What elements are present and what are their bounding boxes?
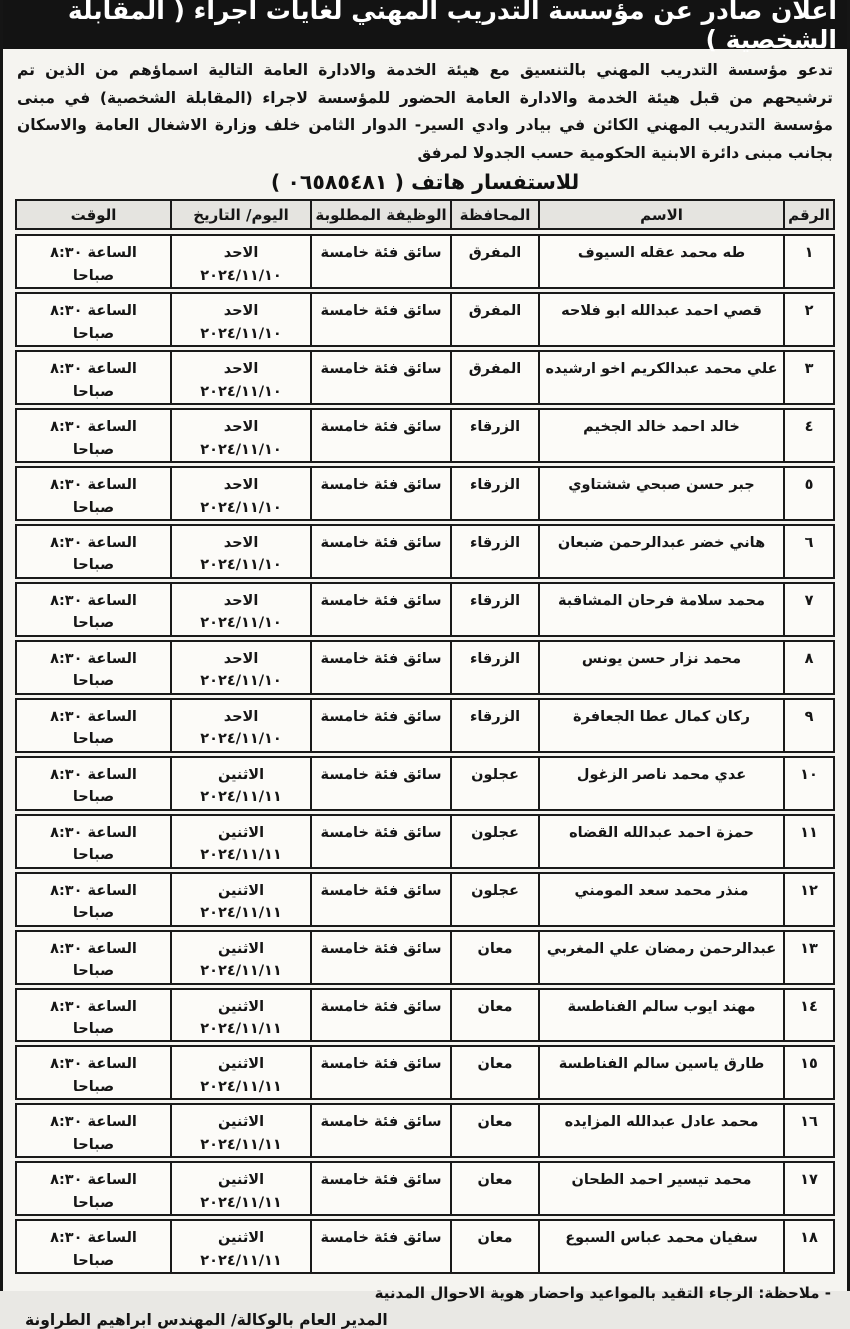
time-value: الساعة ٨:٣٠ [50,998,137,1015]
day-label: الاحد [223,477,259,494]
time-period: صباحا [72,1020,115,1037]
row-number-cell: ٥ [783,468,833,519]
date-cell [170,1105,310,1156]
date-cell [170,468,310,519]
row-number-cell: ١ [783,236,833,287]
day-label: الاثنين [217,824,265,841]
date-cell [170,526,310,577]
time-period: صباحا [72,267,115,284]
governorate-cell: الزرقاء [450,410,538,461]
table-row [15,292,835,347]
time-value: الساعة ٨:٣٠ [50,245,137,262]
position-cell: سائق فئة خامسة [310,526,450,577]
time-cell [17,1221,170,1272]
day-label: الاحد [223,303,259,320]
table-row [15,466,835,521]
day-label: الاثنين [217,766,265,783]
interview-schedule-table [15,199,835,1277]
date-value: ٢٠٢٤/١١/١١ [200,1136,282,1153]
table-header-row [15,199,835,230]
date-value: ٢٠٢٤/١١/١١ [200,1252,282,1269]
time-cell [17,1105,170,1156]
name-cell: محمد عادل عبدالله المزايده [538,1105,783,1156]
time-value: الساعة ٨:٣٠ [50,1230,137,1247]
name-cell: علي محمد عبدالكريم اخو ارشيده [538,352,783,403]
time-period: صباحا [72,1252,115,1269]
table-row [15,582,835,637]
row-number-cell: ٧ [783,584,833,635]
day-label: الاثنين [217,1230,265,1247]
position-cell: سائق فئة خامسة [310,990,450,1041]
date-value: ٢٠٢٤/١١/١٠ [200,441,282,458]
governorate-cell: الزرقاء [450,468,538,519]
row-number-cell: ١٧ [783,1163,833,1214]
time-value: الساعة ٨:٣٠ [50,940,137,957]
time-value: الساعة ٨:٣٠ [50,824,137,841]
table-row [15,350,835,405]
date-cell [170,352,310,403]
table-row [15,1045,835,1100]
date-value: ٢٠٢٤/١١/١٠ [200,325,282,342]
governorate-cell: معان [450,1221,538,1272]
day-label: الاثنين [217,998,265,1015]
time-cell [17,352,170,403]
row-number-cell: ١٨ [783,1221,833,1272]
position-cell: سائق فئة خامسة [310,874,450,925]
time-cell [17,642,170,693]
position-cell: سائق فئة خامسة [310,758,450,809]
date-value: ٢٠٢٤/١١/١٠ [200,499,282,516]
table-row [15,988,835,1043]
time-period: صباحا [72,499,115,516]
table-row [15,1161,835,1216]
header-time: الوقت [70,206,117,225]
governorate-cell: المفرق [450,236,538,287]
position-cell: سائق فئة خامسة [310,294,450,345]
governorate-cell: معان [450,1163,538,1214]
name-cell: حمزة احمد عبدالله القضاه [538,816,783,867]
governorate-cell: عجلون [450,874,538,925]
intro-paragraph: تدعو مؤسسة التدريب المهني بالتنسيق مع هيئة الخدمة والادارة العامة التالية اسماؤهم من الذين تم ترشيحهم من قبل هيئة الخدمة والادارة العامة الحضور للمؤسسة لاجراء (المقابلة الشخصية) في مبنى مؤسسة التدريب المهني الكائن في بيادر وادي السير- الدوار الثامن خلف وزارة الاشغال العامة والاسكان بجانب مبنى دائرة الابنية الحكومية حسب الجدولا لمرفق [17,61,833,162]
time-cell [17,468,170,519]
table-row [15,814,835,869]
time-cell [17,1047,170,1098]
name-cell: خالد احمد خالد الجخيم [538,410,783,461]
position-cell: سائق فئة خامسة [310,642,450,693]
day-label: الاحد [223,708,259,725]
time-value: الساعة ٨:٣٠ [50,477,137,494]
time-period: صباحا [72,557,115,574]
header-day-date: اليوم/ التاريخ [170,201,310,228]
governorate-cell: معان [450,1105,538,1156]
date-value: ٢٠٢٤/١١/١١ [200,963,282,980]
name-cell: طارق ياسين سالم الفناطسة [538,1047,783,1098]
position-cell: سائق فئة خامسة [310,700,450,751]
row-number-cell: ١٥ [783,1047,833,1098]
name-cell: عبدالرحمن رمضان علي المغربي [538,932,783,983]
governorate-cell: معان [450,1047,538,1098]
row-number-cell: ٩ [783,700,833,751]
governorate-cell: المفرق [450,352,538,403]
position-cell: سائق فئة خامسة [310,1221,450,1272]
date-cell [170,1221,310,1272]
table-row [15,756,835,811]
time-value: الساعة ٨:٣٠ [50,650,137,667]
day-label: الاحد [223,419,259,436]
position-cell: سائق فئة خامسة [310,816,450,867]
time-value: الساعة ٨:٣٠ [50,361,137,378]
day-label: الاحد [223,650,259,667]
row-number-cell: ١١ [783,816,833,867]
time-period: صباحا [72,731,115,748]
title-banner [3,0,847,54]
name-cell: قصي احمد عبدالله ابو فلاحه [538,294,783,345]
row-number-cell: ١٦ [783,1105,833,1156]
date-value: ٢٠٢٤/١١/١١ [200,1194,282,1211]
time-cell [17,932,170,983]
date-value: ٢٠٢٤/١١/١٠ [200,673,282,690]
time-value: الساعة ٨:٣٠ [50,882,137,899]
date-cell [170,758,310,809]
header-number: الرقم [783,201,833,228]
time-cell [17,294,170,345]
governorate-cell: الزرقاء [450,642,538,693]
name-cell: هاني خضر عبدالرحمن ضبعان [538,526,783,577]
day-label: الاثنين [217,882,265,899]
time-cell [17,236,170,287]
row-number-cell: ١٢ [783,874,833,925]
governorate-cell: الزرقاء [450,526,538,577]
time-period: صباحا [72,789,115,806]
time-value: الساعة ٨:٣٠ [50,303,137,320]
position-cell: سائق فئة خامسة [310,932,450,983]
time-period: صباحا [72,905,115,922]
row-number-cell: ٤ [783,410,833,461]
phone-inquiry-line: للاستفسار هاتف ( ٠٦٥٨٥٤٨١ ) [270,170,580,195]
time-period: صباحا [72,615,115,632]
date-cell [170,816,310,867]
position-cell: سائق فئة خامسة [310,584,450,635]
date-value: ٢٠٢٤/١١/١١ [200,1078,282,1095]
position-cell: سائق فئة خامسة [310,1105,450,1156]
date-cell [170,584,310,635]
governorate-cell: عجلون [450,816,538,867]
day-label: الاثنين [217,940,265,957]
governorate-cell: عجلون [450,758,538,809]
position-cell: سائق فئة خامسة [310,1047,450,1098]
name-cell: مهند ايوب سالم الفناطسة [538,990,783,1041]
governorate-cell: معان [450,932,538,983]
time-cell [17,410,170,461]
date-cell [170,410,310,461]
time-period: صباحا [72,441,115,458]
date-cell [170,932,310,983]
time-period: صباحا [72,847,115,864]
row-number-cell: ١٣ [783,932,833,983]
time-value: الساعة ٨:٣٠ [50,592,137,609]
header-governorate: المحافظة [450,201,538,228]
governorate-cell: معان [450,990,538,1041]
governorate-cell: الزرقاء [450,584,538,635]
day-label: الاثنين [217,1056,265,1073]
time-cell [17,700,170,751]
time-period: صباحا [72,1194,115,1211]
row-number-cell: ١٠ [783,758,833,809]
date-cell [170,874,310,925]
table-row [15,524,835,579]
table-row [15,640,835,695]
note-line: - ملاحظة: الرجاء التقيد بالمواعيد واحضار هوية الاحوال المدنية [374,1284,831,1303]
governorate-cell: الزرقاء [450,700,538,751]
name-cell: محمد نزار حسن يونس [538,642,783,693]
time-period: صباحا [72,673,115,690]
time-cell [17,584,170,635]
date-cell [170,700,310,751]
date-value: ٢٠٢٤/١١/١١ [200,905,282,922]
header-name: الاسم [538,201,783,228]
date-value: ٢٠٢٤/١١/١١ [200,789,282,806]
date-cell [170,642,310,693]
signature-line: المدير العام بالوكالة/ المهندس ابراهيم الطراونة [25,1311,388,1329]
position-cell: سائق فئة خامسة [310,1163,450,1214]
page-title: اعلان صادر عن مؤسسة التدريب المهني لغايات اجراء ( المقابلة الشخصية ) [67,0,837,54]
time-period: صباحا [72,325,115,342]
table-row [15,1219,835,1274]
time-period: صباحا [72,963,115,980]
day-label: الاحد [223,535,259,551]
date-value: ٢٠٢٤/١١/١١ [200,1020,282,1037]
position-cell: سائق فئة خامسة [310,468,450,519]
date-value: ٢٠٢٤/١١/١٠ [200,267,282,284]
date-value: ٢٠٢٤/١١/١٠ [200,731,282,748]
time-value: الساعة ٨:٣٠ [50,1114,137,1131]
time-value: الساعة ٨:٣٠ [50,708,137,725]
date-value: ٢٠٢٤/١١/١٠ [200,557,282,574]
date-cell [170,236,310,287]
date-cell [170,1163,310,1214]
position-cell: سائق فئة خامسة [310,410,450,461]
header-position: الوظيفة المطلوبة [310,201,450,228]
row-number-cell: ٣ [783,352,833,403]
name-cell: منذر محمد سعد المومني [538,874,783,925]
day-label: الاثنين [217,1114,265,1131]
position-cell: سائق فئة خامسة [310,236,450,287]
date-cell [170,990,310,1041]
row-number-cell: ٢ [783,294,833,345]
date-cell [170,1047,310,1098]
date-cell [170,294,310,345]
table-row [15,1103,835,1158]
time-period: صباحا [72,1078,115,1095]
row-number-cell: ١٤ [783,990,833,1041]
table-body [15,234,835,1274]
table-row [15,408,835,463]
time-cell [17,874,170,925]
time-cell [17,758,170,809]
time-value: الساعة ٨:٣٠ [50,535,137,551]
row-number-cell: ٨ [783,642,833,693]
name-cell: طه محمد عقله السيوف [538,236,783,287]
name-cell: جبر حسن صبحي ششتاوي [538,468,783,519]
time-value: الساعة ٨:٣٠ [50,766,137,783]
day-label: الاحد [223,245,259,262]
name-cell: ركان كمال عطا الجعافرة [538,700,783,751]
day-label: الاحد [223,592,259,609]
date-value: ٢٠٢٤/١١/١٠ [200,615,282,632]
date-value: ٢٠٢٤/١١/١١ [200,847,282,864]
day-label: الاثنين [217,1172,265,1189]
name-cell: محمد تيسير احمد الطحان [538,1163,783,1214]
governorate-cell: المفرق [450,294,538,345]
time-value: الساعة ٨:٣٠ [50,419,137,436]
time-period: صباحا [72,383,115,400]
table-row [15,234,835,289]
time-cell [17,816,170,867]
date-value: ٢٠٢٤/١١/١٠ [200,383,282,400]
name-cell: محمد سلامة فرحان المشاقبة [538,584,783,635]
time-value: الساعة ٨:٣٠ [50,1056,137,1073]
name-cell: عدي محمد ناصر الزغول [538,758,783,809]
day-label: الاحد [223,361,259,378]
row-number-cell: ٦ [783,526,833,577]
name-cell: سفيان محمد عباس السبوع [538,1221,783,1272]
time-period: صباحا [72,1136,115,1153]
time-cell [17,526,170,577]
time-cell [17,1163,170,1214]
table-row [15,698,835,753]
time-cell [17,990,170,1041]
table-row [15,930,835,985]
time-value: الساعة ٨:٣٠ [50,1172,137,1189]
table-row [15,872,835,927]
position-cell: سائق فئة خامسة [310,352,450,403]
